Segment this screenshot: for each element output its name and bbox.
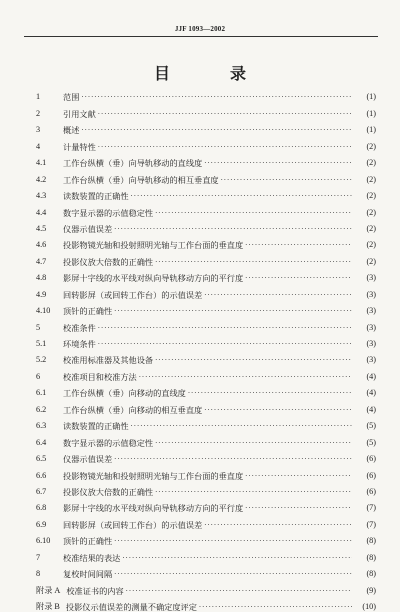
toc-leader-dots <box>126 586 352 596</box>
toc-entry[interactable] <box>36 513 376 529</box>
toc-entry-page: (6) <box>366 470 376 480</box>
toc-entry-number: 6.9 <box>36 519 47 529</box>
toc-entry-page: (4) <box>366 388 376 398</box>
toc-entry-label: 投影物镜光轴和投射照明光轴与工作台面的垂直度 <box>63 240 244 251</box>
toc-entry[interactable] <box>36 448 376 464</box>
toc-entry-number: 4.5 <box>36 223 47 233</box>
toc-entry-label: 回转影屏（或回转工作台）的示值误差 <box>63 519 203 530</box>
toc-leader-dots <box>81 125 352 135</box>
toc-entry[interactable] <box>36 563 376 579</box>
toc-entry-page: (7) <box>366 503 376 513</box>
toc-leader-dots <box>114 454 352 464</box>
toc-entry-number: 4.4 <box>36 207 47 217</box>
toc-entry[interactable] <box>36 168 376 184</box>
toc-entry-label: 影屏十字线的水平线对纵向导轨移动方向的平行度 <box>63 503 244 514</box>
toc-entry[interactable] <box>36 86 376 102</box>
toc-entry-page: (1) <box>366 92 376 102</box>
toc-entry-number: 4.1 <box>36 158 47 168</box>
toc-entry-page: (3) <box>366 273 376 283</box>
toc-entry-label: 投影仪示值误差的测量不确定度评定 <box>65 602 197 612</box>
toc-entry[interactable] <box>36 218 376 234</box>
table-of-contents <box>36 86 376 612</box>
toc-entry-label: 校准证书的内容 <box>66 585 124 596</box>
toc-leader-dots <box>98 323 352 333</box>
toc-entry-label: 读数装置的正确性 <box>63 191 129 202</box>
toc-entry-number: 附录 A <box>36 585 61 595</box>
toc-entry[interactable] <box>36 530 376 546</box>
toc-leader-dots <box>199 602 352 612</box>
toc-entry-page: (3) <box>366 339 376 348</box>
header-rule <box>24 36 378 37</box>
toc-entry-page: (2) <box>366 207 376 217</box>
toc-entry[interactable] <box>36 135 376 151</box>
toc-entry-label: 校准条件 <box>63 322 96 333</box>
toc-entry-page: (5) <box>366 421 376 431</box>
toc-entry-number: 1 <box>36 92 41 102</box>
toc-entry-number: 7 <box>36 552 41 562</box>
toc-entry-label: 仪器示值误差 <box>63 223 113 234</box>
toc-entry-label: 计量特性 <box>63 141 96 152</box>
toc-entry[interactable] <box>36 365 376 381</box>
toc-leader-dots <box>139 372 352 382</box>
toc-entry-page: (9) <box>366 585 376 595</box>
toc-entry-page: (2) <box>366 256 376 266</box>
toc-entry-page: (2) <box>366 141 376 151</box>
toc-leader-dots <box>114 569 352 579</box>
toc-entry-number: 4.7 <box>36 256 47 266</box>
toc-entry-label: 投影仪放大倍数的正确性 <box>63 486 154 497</box>
toc-entry-label: 校准结果的表达 <box>63 552 121 563</box>
toc-entry-label: 仪器示值误差 <box>63 454 113 465</box>
toc-entry-number: 4.9 <box>36 289 47 299</box>
document-code: JJF 1093—2002 <box>174 25 226 33</box>
toc-entry-number: 8 <box>36 569 41 579</box>
toc-leader-dots <box>114 306 352 316</box>
toc-leader-dots <box>98 142 352 152</box>
toc-entry[interactable] <box>36 250 376 266</box>
toc-entry[interactable] <box>36 415 376 431</box>
toc-leader-dots <box>221 175 352 185</box>
toc-entry-number: 6.7 <box>36 486 47 496</box>
toc-entry-label: 顶针的正确性 <box>63 536 113 547</box>
toc-entry[interactable] <box>36 300 376 316</box>
toc-entry-page: (3) <box>366 322 376 332</box>
toc-entry[interactable] <box>36 234 376 250</box>
toc-entry-label: 校准项目和校准方法 <box>63 371 137 382</box>
toc-leader-dots <box>155 438 352 448</box>
toc-entry-label: 环境条件 <box>63 339 96 349</box>
toc-entry[interactable] <box>36 201 376 217</box>
toc-entry-number: 6.1 <box>36 388 47 398</box>
toc-entry-number: 6.10 <box>36 536 51 546</box>
toc-entry[interactable] <box>36 267 376 283</box>
toc-entry[interactable] <box>36 316 376 332</box>
toc-entry-number: 6.6 <box>36 470 47 480</box>
toc-entry[interactable] <box>36 546 376 562</box>
toc-entry[interactable] <box>36 102 376 118</box>
toc-entry-number: 6.8 <box>36 503 47 513</box>
toc-entry[interactable] <box>36 283 376 299</box>
toc-leader-dots <box>98 339 352 349</box>
toc-leader-dots <box>131 191 352 201</box>
toc-entry-label: 复校时间间隔 <box>63 569 113 580</box>
toc-entry-number: 4.8 <box>36 273 47 283</box>
toc-entry-page: (8) <box>366 536 376 546</box>
toc-entry-label: 校准用标准器及其他设备 <box>63 355 154 366</box>
toc-leader-dots <box>245 471 352 481</box>
toc-entry-number: 6.5 <box>36 454 47 464</box>
toc-leader-dots <box>155 487 352 497</box>
toc-entry-number: 4.6 <box>36 240 47 250</box>
toc-entry-page: (2) <box>366 158 376 168</box>
toc-leader-dots <box>204 405 352 415</box>
toc-entry-number: 2 <box>36 108 41 118</box>
toc-entry[interactable] <box>36 497 376 513</box>
toc-entry-label: 数字显示器的示值稳定性 <box>63 207 154 218</box>
toc-entry-page: (2) <box>366 223 376 233</box>
toc-leader-dots <box>98 109 352 119</box>
toc-entry[interactable] <box>36 333 376 349</box>
toc-entry-number: 4.2 <box>36 174 47 184</box>
toc-entry-label: 读数装置的正确性 <box>63 421 129 432</box>
toc-entry-number: 5.2 <box>36 355 47 365</box>
toc-entry-number: 5.1 <box>36 339 47 348</box>
toc-entry[interactable] <box>36 481 376 497</box>
toc-entry-page: (1) <box>366 125 376 135</box>
toc-entry[interactable] <box>36 398 376 414</box>
toc-entry-label: 投影仪放大倍数的正确性 <box>63 256 154 267</box>
toc-entry-page: (3) <box>366 306 376 316</box>
toc-entry-label: 数字显示器的示值稳定性 <box>63 437 154 448</box>
toc-entry-page: (3) <box>366 355 376 365</box>
toc-entry-page: (4) <box>366 404 376 414</box>
toc-entry-number: 6.3 <box>36 421 47 431</box>
toc-leader-dots <box>204 520 352 530</box>
toc-entry-label: 影屏十字线的水平线对纵向导轨移动方向的平行度 <box>63 273 244 284</box>
toc-entry-number: 5 <box>36 322 41 332</box>
toc-entry-page: (10) <box>362 602 376 611</box>
page-title: 目 录 <box>153 64 268 83</box>
toc-entry-page: (4) <box>366 371 376 381</box>
toc-entry-page: (2) <box>366 240 376 250</box>
toc-entry-page: (5) <box>366 437 376 447</box>
toc-leader-dots <box>245 240 352 250</box>
toc-entry-page: (8) <box>366 552 376 562</box>
toc-entry-label: 范围 <box>63 92 80 103</box>
toc-entry[interactable] <box>36 431 376 447</box>
toc-leader-dots <box>131 421 352 431</box>
toc-leader-dots <box>81 92 352 102</box>
toc-entry-page: (8) <box>366 569 376 579</box>
toc-entry-label: 工作台纵横（垂）向移动的直线度 <box>63 388 186 399</box>
toc-entry-number: 6.4 <box>36 437 47 447</box>
toc-entry-number: 4.10 <box>36 306 51 316</box>
toc-entry-number: 3 <box>36 125 41 135</box>
toc-entry-label: 投影物镜光轴和投射照明光轴与工作台面的垂直度 <box>63 470 244 481</box>
toc-entry[interactable] <box>36 464 376 480</box>
toc-entry-number: 6.2 <box>36 404 47 414</box>
toc-leader-dots <box>155 208 352 218</box>
toc-entry-label: 回转影屏（或回转工作台）的示值误差 <box>63 289 203 300</box>
toc-entry-label: 概述 <box>63 125 80 136</box>
toc-leader-dots <box>114 536 352 546</box>
toc-entry[interactable] <box>36 349 376 365</box>
toc-entry-page: (7) <box>366 519 376 529</box>
toc-leader-dots <box>204 158 352 168</box>
toc-entry-label: 工作台纵横（垂）向移动的相互垂直度 <box>63 404 203 415</box>
toc-entry-page: (2) <box>366 191 376 201</box>
toc-entry-label: 引用文献 <box>63 108 96 119</box>
toc-leader-dots <box>155 355 352 365</box>
toc-entry[interactable] <box>36 152 376 168</box>
toc-entry-number: 4.3 <box>36 191 47 201</box>
toc-entry-page: (6) <box>366 486 376 496</box>
toc-leader-dots <box>114 224 352 234</box>
toc-entry[interactable] <box>36 596 376 612</box>
toc-leader-dots <box>245 273 352 283</box>
toc-entry[interactable] <box>36 119 376 135</box>
toc-entry-label: 顶针的正确性 <box>63 306 113 317</box>
toc-entry-page: (3) <box>366 289 376 299</box>
toc-entry-page: (2) <box>366 174 376 184</box>
toc-entry[interactable] <box>36 382 376 398</box>
toc-entry[interactable] <box>36 185 376 201</box>
toc-leader-dots <box>245 503 352 513</box>
toc-leader-dots <box>155 257 352 267</box>
toc-entry-page: (1) <box>366 108 376 118</box>
toc-leader-dots <box>204 290 352 300</box>
toc-entry-number: 附录 B <box>36 602 60 611</box>
toc-entry-page: (6) <box>366 454 376 464</box>
toc-entry-number: 6 <box>36 371 41 381</box>
toc-leader-dots <box>122 553 352 563</box>
toc-entry-label: 工作台纵横（垂）向导轨移动的相互垂直度 <box>63 174 219 185</box>
toc-leader-dots <box>188 388 352 398</box>
toc-entry-label: 工作台纵横（垂）向导轨移动的直线度 <box>63 158 203 169</box>
toc-entry-number: 4 <box>36 141 41 151</box>
